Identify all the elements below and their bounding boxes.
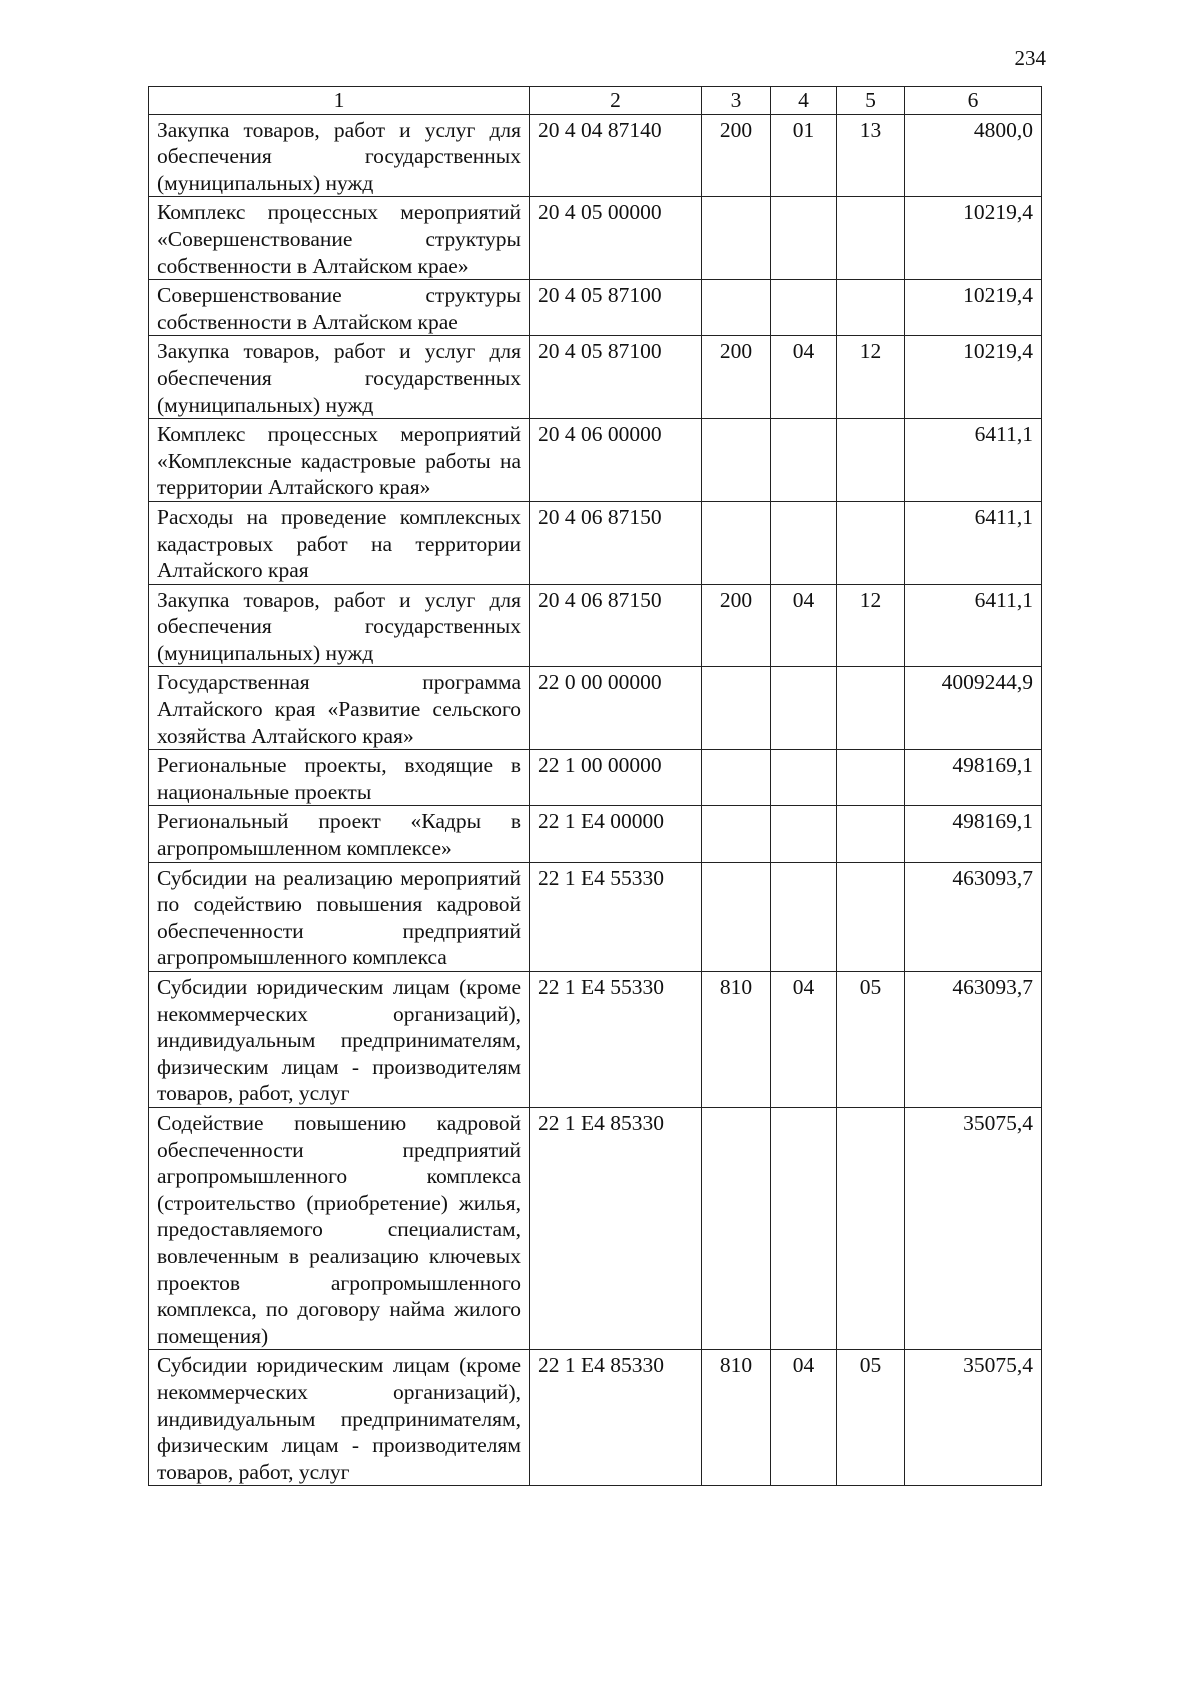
table-row xyxy=(149,806,1042,862)
item-name: Закупка товаров, работ и услуг для обеспечения государственных (муниципальных) нужд xyxy=(149,584,530,667)
item-name: Комплекс процессных мероприятий «Совершенствование структуры собственности в Алтайском крае» xyxy=(149,197,530,280)
item-code: 20 4 05 87100 xyxy=(530,280,702,336)
item-name: Совершенствование структуры собственности в Алтайском крае xyxy=(149,280,530,336)
section: 04 xyxy=(771,584,837,667)
section xyxy=(771,197,837,280)
subsection xyxy=(837,667,905,750)
header-cell: 2 xyxy=(530,87,702,115)
subsection xyxy=(837,280,905,336)
subsection xyxy=(837,501,905,584)
amount: 498169,1 xyxy=(905,750,1042,806)
header-cell: 1 xyxy=(149,87,530,115)
table-row xyxy=(149,336,1042,419)
table-row xyxy=(149,114,1042,197)
subsection: 05 xyxy=(837,1350,905,1486)
item-code: 20 4 06 87150 xyxy=(530,501,702,584)
section xyxy=(771,501,837,584)
expense-type xyxy=(702,862,771,971)
subsection: 12 xyxy=(837,336,905,419)
item-name: Содействие повышению кадровой обеспеченности предприятий агропромышленного комплекса (строительство (приобретение) жилья, предоставляемого специалистам, вовлеченным в реализацию ключевых проектов агропромышленного комплекса, по договору найма жилого помещения) xyxy=(149,1107,530,1349)
expense-type xyxy=(702,667,771,750)
section xyxy=(771,806,837,862)
expense-type xyxy=(702,280,771,336)
item-name: Субсидии юридическим лицам (кроме некоммерческих организаций), индивидуальным предпринимателям, физическим лицам - производителям товаров, работ, услуг xyxy=(149,972,530,1108)
item-code: 20 4 06 00000 xyxy=(530,419,702,502)
header-cell: 5 xyxy=(837,87,905,115)
amount: 4800,0 xyxy=(905,114,1042,197)
table-row xyxy=(149,1107,1042,1349)
expense-type xyxy=(702,197,771,280)
subsection xyxy=(837,862,905,971)
item-name: Закупка товаров, работ и услуг для обеспечения государственных (муниципальных) нужд xyxy=(149,336,530,419)
section xyxy=(771,750,837,806)
section: 04 xyxy=(771,1350,837,1486)
item-code: 22 1 Е4 55330 xyxy=(530,862,702,971)
table-row xyxy=(149,972,1042,1108)
amount: 4009244,9 xyxy=(905,667,1042,750)
table-row xyxy=(149,750,1042,806)
item-name: Субсидии на реализацию мероприятий по содействию повышения кадровой обеспеченности предприятий агропромышленного комплекса xyxy=(149,862,530,971)
item-code: 20 4 05 00000 xyxy=(530,197,702,280)
item-code: 22 1 00 00000 xyxy=(530,750,702,806)
expense-type xyxy=(702,750,771,806)
section: 04 xyxy=(771,972,837,1108)
amount: 498169,1 xyxy=(905,806,1042,862)
expense-type: 200 xyxy=(702,114,771,197)
expense-type: 200 xyxy=(702,584,771,667)
item-name: Государственная программа Алтайского края «Развитие сельского хозяйства Алтайского края» xyxy=(149,667,530,750)
amount: 463093,7 xyxy=(905,862,1042,971)
subsection xyxy=(837,1107,905,1349)
page-number: 234 xyxy=(1014,46,1046,70)
section xyxy=(771,1107,837,1349)
item-name: Субсидии юридическим лицам (кроме некоммерческих организаций), индивидуальным предпринимателям, физическим лицам - производителям товаров, работ, услуг xyxy=(149,1350,530,1486)
amount: 463093,7 xyxy=(905,972,1042,1108)
subsection: 12 xyxy=(837,584,905,667)
subsection: 05 xyxy=(837,972,905,1108)
item-code: 20 4 04 87140 xyxy=(530,114,702,197)
header-cell: 4 xyxy=(771,87,837,115)
item-code: 22 0 00 00000 xyxy=(530,667,702,750)
table-row xyxy=(149,667,1042,750)
section: 04 xyxy=(771,336,837,419)
subsection xyxy=(837,750,905,806)
item-name: Региональный проект «Кадры в агропромышленном комплексе» xyxy=(149,806,530,862)
table-row xyxy=(149,1350,1042,1486)
amount: 6411,1 xyxy=(905,501,1042,584)
expense-type: 810 xyxy=(702,972,771,1108)
amount: 10219,4 xyxy=(905,336,1042,419)
expense-type xyxy=(702,1107,771,1349)
item-name: Региональные проекты, входящие в национальные проекты xyxy=(149,750,530,806)
table-row xyxy=(149,197,1042,280)
expense-type xyxy=(702,419,771,502)
expense-type: 200 xyxy=(702,336,771,419)
item-name: Закупка товаров, работ и услуг для обеспечения государственных (муниципальных) нужд xyxy=(149,114,530,197)
budget-table xyxy=(148,86,1042,1486)
amount: 6411,1 xyxy=(905,419,1042,502)
item-code: 20 4 06 87150 xyxy=(530,584,702,667)
table-row xyxy=(149,584,1042,667)
expense-type xyxy=(702,806,771,862)
item-code: 22 1 Е4 85330 xyxy=(530,1107,702,1349)
table-row xyxy=(149,501,1042,584)
header-cell: 6 xyxy=(905,87,1042,115)
subsection xyxy=(837,197,905,280)
amount: 10219,4 xyxy=(905,197,1042,280)
section xyxy=(771,667,837,750)
header-row xyxy=(149,87,1042,115)
section xyxy=(771,862,837,971)
amount: 10219,4 xyxy=(905,280,1042,336)
section: 01 xyxy=(771,114,837,197)
header-cell: 3 xyxy=(702,87,771,115)
amount: 35075,4 xyxy=(905,1350,1042,1486)
section xyxy=(771,419,837,502)
section xyxy=(771,280,837,336)
subsection xyxy=(837,806,905,862)
item-code: 22 1 Е4 55330 xyxy=(530,972,702,1108)
item-name: Комплекс процессных мероприятий «Комплексные кадастровые работы на территории Алтайского края» xyxy=(149,419,530,502)
table-row xyxy=(149,419,1042,502)
expense-type xyxy=(702,501,771,584)
expense-type: 810 xyxy=(702,1350,771,1486)
item-code: 22 1 Е4 85330 xyxy=(530,1350,702,1486)
amount: 6411,1 xyxy=(905,584,1042,667)
item-code: 20 4 05 87100 xyxy=(530,336,702,419)
item-name: Расходы на проведение комплексных кадастровых работ на территории Алтайского края xyxy=(149,501,530,584)
amount: 35075,4 xyxy=(905,1107,1042,1349)
table-row xyxy=(149,280,1042,336)
subsection xyxy=(837,419,905,502)
item-code: 22 1 Е4 00000 xyxy=(530,806,702,862)
subsection: 13 xyxy=(837,114,905,197)
table-row xyxy=(149,862,1042,971)
